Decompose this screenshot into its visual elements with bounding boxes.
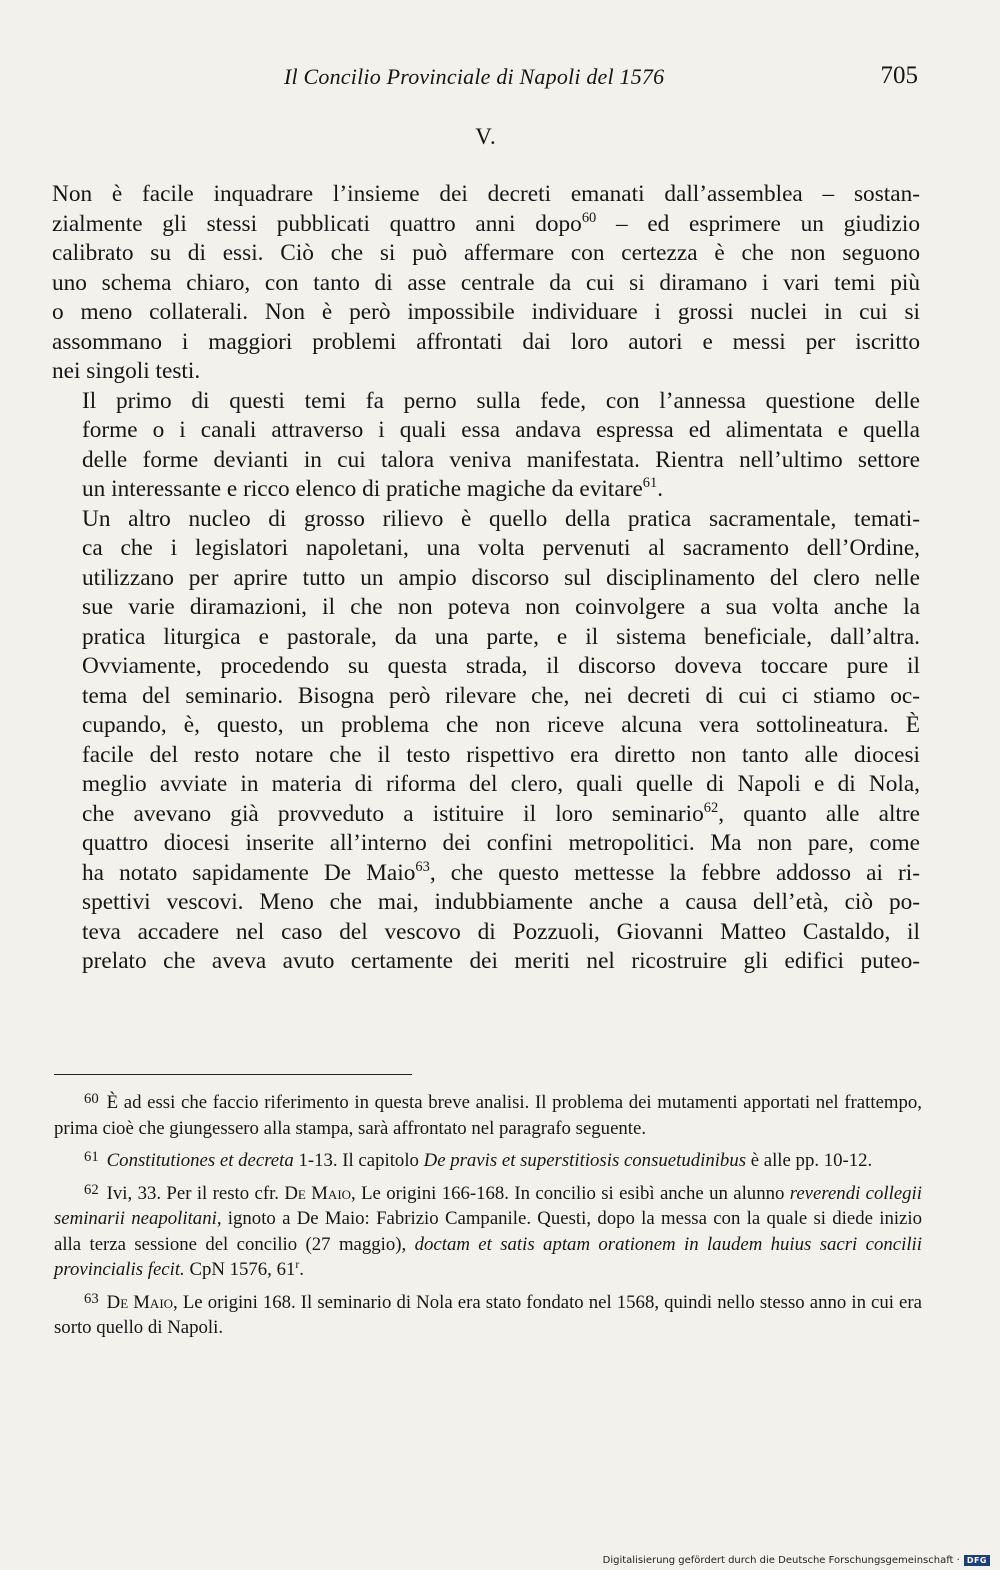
footnote-text: , ignoto a De Maio: Fabrizio Campanile. Questi, dopo la messa con la quale si diede inizio alla terza sessione del concilio (27 maggio), (54, 1208, 923, 1255)
text-line: pratica liturgica e pastorale, da una parte, e il sistema beneficiale, dall’altra. (82, 623, 920, 650)
footnote-text: De Maio (106, 1291, 174, 1313)
footnote-number: 62 (84, 1181, 99, 1198)
text-line: quattro diocesi inserite all’interno dei confini metropolitici. Ma non pare, come (82, 830, 920, 856)
footnote-text: De pravis et superstitiosis consuetudinibus (423, 1150, 747, 1171)
text-line: zialmente gli stessi pubblicati quattro anni dopo$^{60}$ – ed esprimere un giudizio (52, 209, 920, 237)
digitization-note: Digitalisierung gefördert durch die Deutsche Forschungsgemeinschaft · (602, 1555, 960, 1566)
footnote-text: Constitutiones et decreta (106, 1150, 294, 1171)
text-line: spettivi vescovi. Meno che mai, indubbiamente anche a causa dell’età, ciò po- (82, 889, 920, 915)
text-line: forme o i canali attraverso i quali essa andava espressa ed alimentata e quella (82, 417, 920, 443)
section-heading: V. (475, 124, 497, 149)
text-line: uno schema chiaro, con tanto di asse centrale da cui si diramano i vari temi più (52, 269, 920, 296)
text-line: che avevano già provveduto a istituire il loro seminario$^{62}$, quanto alle altre (82, 799, 921, 827)
page-number: 705 (880, 62, 918, 89)
text-line: tema del seminario. Bisogna però rilevare che, nei decreti di cui ci stiamo oc- (82, 682, 920, 709)
text-line: Ovviamente, procedendo su questa strada, il discorso doveva toccare pure il (82, 653, 920, 679)
text-line: Non è facile inquadrare l’insieme dei decreti emanati dall’assemblea – sostan- (52, 181, 920, 207)
footnote-number: 61 (84, 1149, 99, 1166)
text-line: teva accadere nel caso del vescovo di Pozzuoli, Giovanni Matteo Castaldo, il (82, 918, 920, 945)
footnote-text: , Le origini 168. Il seminario di Nola era stato fondato nel 1568, quindi nello stesso anno in cui era sorto quello di Napoli. (54, 1291, 922, 1338)
text-line: facile del resto notare che il testo rispettivo era diretto non tanto alle diocesi (82, 741, 920, 768)
dfg-logo: DFG (964, 1555, 990, 1566)
footnote-number: 63 (84, 1290, 99, 1307)
footnote-text: 1-13. Il capitolo (293, 1150, 424, 1171)
footnote-reference[interactable]: 62 (703, 799, 719, 816)
body-paragraph (52, 387, 920, 505)
footnote-text: , Le origini 166-168. In concilio si esibì anche un alunno (351, 1182, 790, 1204)
footnote-separator (54, 1074, 412, 1075)
footnote-text: CpN 1576, 61 (184, 1259, 296, 1280)
footnote-text: doctam et satis aptam orationem in laudem huius sacri concilii provincialis fecit. (54, 1233, 922, 1280)
footnote-text: . (299, 1259, 304, 1280)
text-line: calibrato su di essi. Ciò che si può affermare con certezza è che non seguono (52, 240, 920, 266)
page-header (52, 62, 920, 98)
text-line: meglio avviate in materia di riforma del clero, quali quelle di Napoli e di Nola, (82, 771, 920, 797)
body-paragraph (52, 505, 920, 977)
footnote (54, 1148, 922, 1174)
footnote-text: Ivi, 33. Per il resto cfr. (106, 1182, 285, 1204)
footnote (54, 1290, 922, 1341)
text-line: un interessante e ricco elenco di pratiche magiche da evitare$^{61}$. (82, 475, 664, 502)
running-title: Il Concilio Provinciale di Napoli del 1576 (284, 64, 665, 89)
text-line: ca che i legislatori napoletani, una volta pervenuti al sacramento dell’Ordine, (82, 535, 920, 561)
footnote-reference[interactable]: 63 (415, 858, 430, 875)
footnote-text: r (295, 1257, 300, 1271)
text-line: utilizzano per aprire tutto un ampio discorso sul disciplinamento del clero nelle (82, 564, 920, 591)
footnotes (54, 1090, 922, 1348)
digitization-footer (603, 1555, 990, 1566)
footnote-reference[interactable]: 61 (642, 475, 658, 492)
footnote (54, 1090, 922, 1141)
body-paragraph (52, 180, 920, 387)
text-line: nei singoli testi. (52, 358, 201, 384)
footnote-reference[interactable]: 60 (581, 209, 597, 226)
footnote (54, 1181, 922, 1283)
text-line: sue varie diramazioni, il che non poteva non coinvolgere a sua volta anche la (82, 594, 920, 620)
footnote-text: È ad essi che faccio riferimento in questa breve analisi. Il problema dei mutamenti apportati nel frattempo, prima cioè che giungessero alla stampa, sarà affrontato nel paragrafo seguente. (54, 1092, 922, 1139)
text-line: ha notato sapidamente De Maio$^{63}$, che questo mettesse la febbre addosso ai ri- (82, 858, 921, 886)
footnote-number: 60 (84, 1091, 99, 1108)
text-line: Un altro nucleo di grosso rilievo è quello della pratica sacramentale, temati- (82, 505, 920, 532)
text-line: delle forme devianti in cui talora veniva manifestata. Rientra nell’ultimo settore (82, 446, 920, 473)
text-line: assommano i maggiori problemi affrontati dai loro autori e messi per iscritto (52, 328, 920, 355)
footnote-text: reverendi collegii seminarii neapolitani (54, 1182, 922, 1229)
footnote-text: De Maio (284, 1182, 352, 1204)
text-line: cupando, è, questo, un problema che non riceve alcuna vera sottolineatura. È (82, 712, 920, 738)
body-text (52, 180, 920, 977)
text-line: o meno collaterali. Non è però impossibile individuare i grossi nuclei in cui si (52, 299, 920, 325)
text-line: prelato che aveva avuto certamente dei meriti nel ricostruire gli edifici puteo- (82, 948, 920, 974)
footnote-text: è alle pp. 10-12. (746, 1150, 873, 1171)
text-line: Il primo di questi temi fa perno sulla fede, con l’annessa questione delle (82, 387, 920, 414)
